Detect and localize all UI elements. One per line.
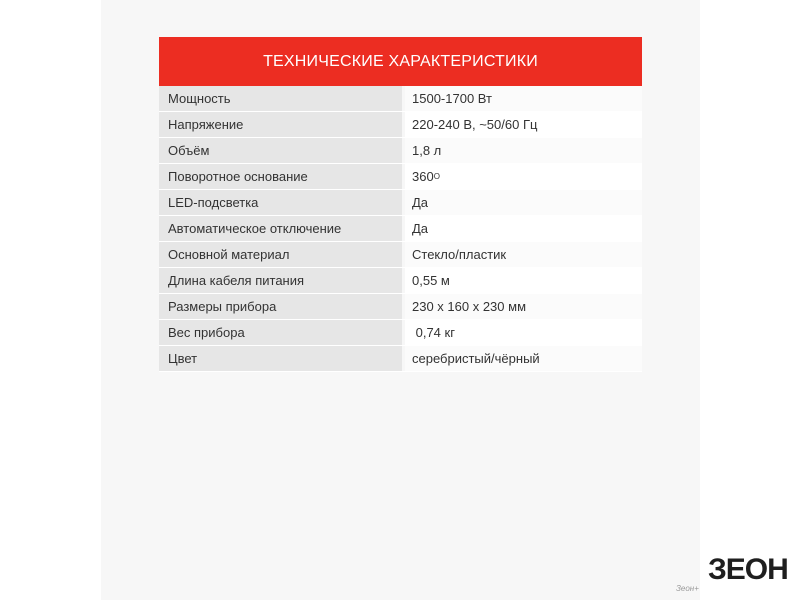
row-value: Да (402, 190, 642, 215)
row-value: 1500-1700 Вт (402, 86, 642, 111)
row-label: Вес прибора (159, 320, 402, 345)
row-value: Да (402, 216, 642, 241)
table-row (159, 346, 642, 372)
row-value: 0,74 кг (402, 320, 642, 345)
row-value: Стекло/пластик (402, 242, 642, 267)
table-row (159, 242, 642, 268)
table-row (159, 190, 642, 216)
specs-table-body (159, 86, 642, 372)
table-row (159, 320, 642, 346)
table-row (159, 216, 642, 242)
row-label: Размеры прибора (159, 294, 402, 319)
row-label: LED-подсветка (159, 190, 402, 215)
row-label: Объём (159, 138, 402, 163)
row-value: 0,55 м (402, 268, 642, 293)
row-label: Длина кабеля питания (159, 268, 402, 293)
row-value (402, 164, 642, 189)
specs-table-header: ТЕХНИЧЕСКИЕ ХАРАКТЕРИСТИКИ (159, 37, 642, 86)
table-row (159, 138, 642, 164)
row-value: 1,8 л (402, 138, 642, 163)
row-value: 230 х 160 х 230 мм (402, 294, 642, 319)
table-row (159, 164, 642, 190)
table-row (159, 86, 642, 112)
brand-logo-text: ЗЕОН (708, 553, 788, 586)
row-label: Основной материал (159, 242, 402, 267)
row-label: Напряжение (159, 112, 402, 137)
table-row (159, 294, 642, 320)
degree-superscript: O (433, 172, 440, 181)
brand-logo (708, 553, 788, 593)
row-value: серебристый/чёрный (402, 346, 642, 371)
row-value-number: 360 (412, 169, 434, 184)
table-row (159, 112, 642, 138)
row-label: Автоматическое отключение (159, 216, 402, 241)
watermark: Зеон+ (676, 584, 699, 593)
row-label: Поворотное основание (159, 164, 402, 189)
row-label: Цвет (159, 346, 402, 371)
table-row (159, 268, 642, 294)
row-value: 220-240 В, ~50/60 Гц (402, 112, 642, 137)
row-label: Мощность (159, 86, 402, 111)
specs-table (159, 37, 642, 372)
